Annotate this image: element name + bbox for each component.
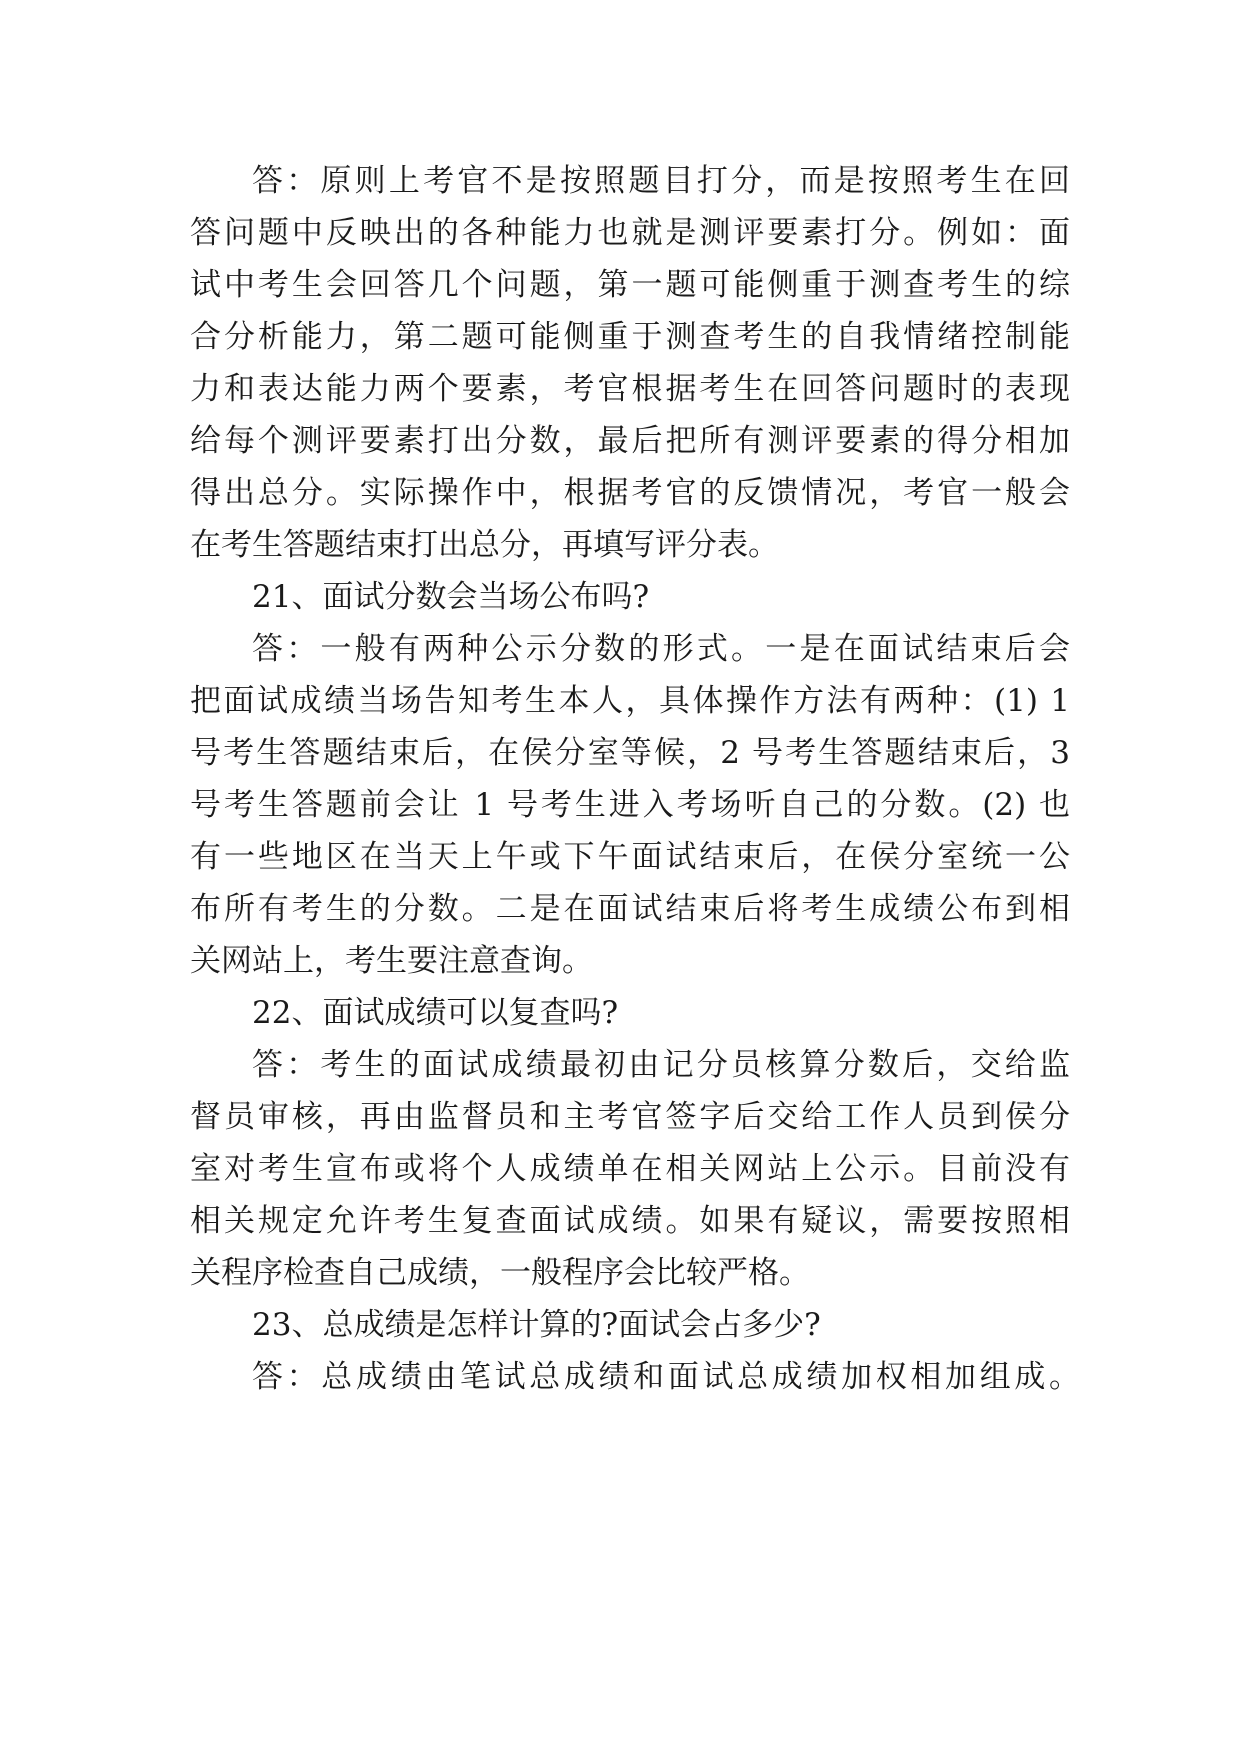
paragraph-line: 布所有考生的分数。二是在面试结束后将考生成绩公布到相 — [190, 891, 1070, 927]
question-heading: 23、总成绩是怎样计算的?面试会占多少? — [252, 1307, 821, 1343]
paragraph-line: 在考生答题结束打出总分，再填写评分表。 — [190, 527, 779, 563]
paragraph-line: 有一些地区在当天上午或下午面试结束后，在侯分室统一公 — [190, 839, 1070, 875]
paragraph-line: 答问题中反映出的各种能力也就是测评要素打分。例如：面 — [190, 215, 1070, 251]
paragraph-line: 答：原则上考官不是按照题目打分，而是按照考生在回 — [252, 163, 1070, 199]
paragraph-line: 关网站上，考生要注意查询。 — [190, 943, 593, 979]
paragraph-line: 答：考生的面试成绩最初由记分员核算分数后，交给监 — [252, 1047, 1070, 1083]
question-heading: 22、面试成绩可以复查吗? — [252, 995, 619, 1031]
paragraph-line: 合分析能力，第二题可能侧重于测查考生的自我情绪控制能 — [190, 319, 1070, 355]
paragraph-line: 得出总分。实际操作中，根据考官的反馈情况，考官一般会 — [190, 475, 1070, 511]
paragraph-line: 号考生答题前会让 1 号考生进入考场听自己的分数。(2) 也 — [190, 787, 1070, 823]
paragraph-line: 答：一般有两种公示分数的形式。一是在面试结束后会 — [252, 631, 1070, 667]
paragraph-line: 号考生答题结束后，在侯分室等候，2 号考生答题结束后，3 — [190, 735, 1070, 771]
paragraph-line: 力和表达能力两个要素，考官根据考生在回答问题时的表现 — [190, 371, 1070, 407]
paragraph-line: 给每个测评要素打出分数，最后把所有测评要素的得分相加 — [190, 423, 1070, 459]
paragraph-line: 督员审核，再由监督员和主考官签字后交给工作人员到侯分 — [190, 1099, 1070, 1135]
paragraph-line: 把面试成绩当场告知考生本人，具体操作方法有两种：(1) 1 — [190, 683, 1070, 719]
paragraph-line: 关程序检查自己成绩，一般程序会比较严格。 — [190, 1255, 810, 1291]
question-heading: 21、面试分数会当场公布吗? — [252, 579, 650, 615]
paragraph-line: 试中考生会回答几个问题，第一题可能侧重于测查考生的综 — [190, 267, 1070, 303]
paragraph-line: 答：总成绩由笔试总成绩和面试总成绩加权相加组成。 — [252, 1359, 1080, 1395]
paragraph-line: 室对考生宣布或将个人成绩单在相关网站上公示。目前没有 — [190, 1151, 1070, 1187]
paragraph-line: 相关规定允许考生复查面试成绩。如果有疑议，需要按照相 — [190, 1203, 1070, 1239]
